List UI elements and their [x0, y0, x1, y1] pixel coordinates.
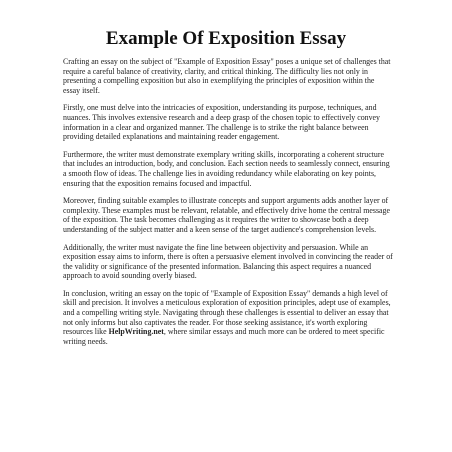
paragraph-firstly: Firstly, one must delve into the intricacies of exposition, understanding its purpose, techniques, and nuances. This involves extensive research and a deep grasp of the chosen topic to effectively convey information in a clear and organized manner. The challenge is to strike the right balance between providing detailed explanations and maintaining reader engagement. [63, 103, 380, 142]
paragraph-additionally: Additionally, the writer must navigate the fine line between objectivity and persuasion. While an exposition essay aims to inform, there is often a persuasive element involved in convincing the reader of the validity or significance of the presented information. Balancing this aspect requires a nuanced approach to avoid sounding overly biased. [63, 242, 393, 281]
paragraph-furthermore: Furthermore, the writer must demonstrate exemplary writing skills, incorporating a coherent structure that includes an introduction, body, and conclusion. Each section needs to seamlessly connect, ensuring a smooth flow of ideas. The challenge lies in avoiding redundancy while elaborating on key points, ensuring that the exposition remains focused and impactful. [63, 149, 390, 188]
document-title: Example Of Exposition Essay [105, 28, 347, 49]
helpwriting-link[interactable]: HelpWriting.net [108, 327, 164, 337]
document-body [63, 57, 393, 346]
conclusion-text-before-link: In conclusion, writing an essay on the topic of "Example of Exposition Essay" demands a high level of skill and precision. It involves a meticulous exploration of exposition principles, adept use of examples, and a compelling writing style. Navigating through these challenges is essential to deliver an essay that not only informs but also captivates the reader. For those seeking assistance, it's worth exploring resources like [63, 288, 391, 337]
conclusion-text-after-link: , where similar essays and much more can be ordered to meet specific writing needs. [63, 327, 385, 346]
paragraph-moreover: Moreover, finding suitable examples to illustrate concepts and support arguments adds another layer of complexity. These examples must be relevant, relatable, and effectively drive home the central message of the exposition. The task becomes challenging as it requires the writer to showcase both a deep understanding of the subject matter and a keen sense of the target audience's comprehension levels. [63, 196, 390, 234]
paragraph-intro: Crafting an essay on the subject of "Example of Exposition Essay" poses a unique set of challenges that require a careful balance of creativity, clarity, and critical thinking. The difficulty lies not only in presenting a compelling exposition but also in exemplifying the principles of exposition within the essay itself. [63, 57, 391, 95]
paragraph-conclusion [63, 289, 393, 347]
